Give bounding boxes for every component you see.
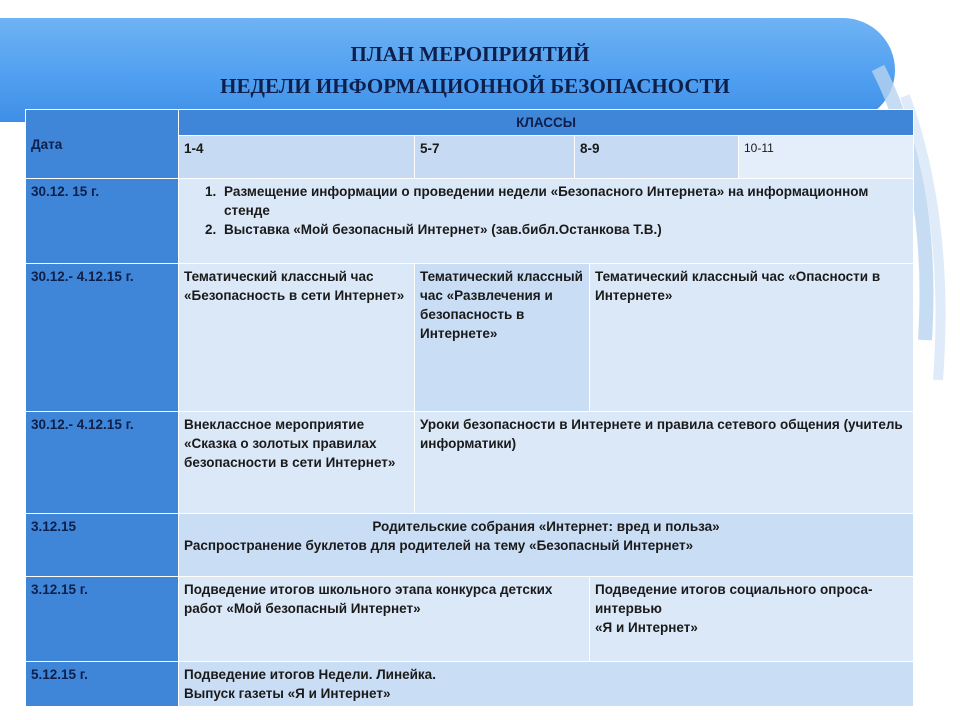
row-date: 30.12.- 4.12.15 г. — [26, 412, 179, 514]
title-line-1: ПЛАН МЕРОПРИЯТИЙ — [350, 42, 590, 66]
table-row — [26, 412, 914, 514]
class-col-8-9: 8-9 — [575, 136, 739, 179]
cell-5-7: Тематический классный час «Развлечения и безопасность в Интернете» — [415, 264, 590, 412]
survey-title: «Я и Интернет» — [595, 620, 698, 635]
event-list — [184, 182, 908, 239]
table-row — [26, 577, 914, 662]
cell-1-4: Тематический классный час «Безопасность в сети Интернет» — [179, 264, 415, 412]
class-col-1-4: 1-4 — [179, 136, 415, 179]
classes-header: КЛАССЫ — [179, 110, 914, 136]
list-item: 2. Выставка «Мой безопасный Интернет» (зав.библ.Останкова Т.В.) — [220, 220, 908, 239]
cell-contest-results: Подведение итогов школьного этапа конкурса детских работ «Мой безопасный Интернет» — [179, 577, 590, 662]
header-row — [26, 110, 914, 136]
newspaper-text: Выпуск газеты «Я и Интернет» — [184, 686, 391, 701]
table-row — [26, 264, 914, 412]
parent-meetings-text: Родительские собрания «Интернет: вред и польза» — [372, 519, 720, 534]
class-col-5-7: 5-7 — [415, 136, 575, 179]
table-row — [26, 662, 914, 707]
row-date: 3.12.15 г. — [26, 577, 179, 662]
row-date: 3.12.15 — [26, 514, 179, 577]
table-row — [26, 179, 914, 264]
summary-text: Подведение итогов Недели. Линейка. — [184, 667, 436, 682]
table-row — [26, 514, 914, 577]
title-line-2: НЕДЕЛИ ИНФОРМАЦИОННОЙ БЕЗОПАСНОСТИ — [220, 74, 730, 98]
cell-5-11: Уроки безопасности в Интернете и правила сетевого общения (учитель информатики) — [415, 412, 914, 514]
row-date: 30.12.- 4.12.15 г. — [26, 264, 179, 412]
booklets-text: Распространение буклетов для родителей на тему «Безопасный Интернет» — [184, 538, 694, 553]
events-table — [25, 109, 914, 707]
cell-1-4: Внеклассное мероприятие «Сказка о золотых правилах безопасности в сети Интернет» — [179, 412, 415, 514]
list-item: 1. Размещение информации о проведении недели «Безопасного Интернета» на информационном стенде — [220, 182, 908, 220]
events-table-wrapper — [25, 109, 913, 707]
row-date: 30.12. 15 г. — [26, 179, 179, 264]
class-col-10-11: 10-11 — [739, 136, 914, 179]
row-content — [179, 179, 914, 264]
cell-survey-results — [590, 577, 914, 662]
row-content — [179, 662, 914, 707]
row-date: 5.12.15 г. — [26, 662, 179, 707]
date-header: Дата — [26, 110, 179, 179]
page-title — [0, 38, 960, 102]
row-content — [179, 514, 914, 577]
survey-text: Подведение итогов социального опроса-интервью — [595, 582, 873, 616]
cell-8-11: Тематический классный час «Опасности в Интернете» — [590, 264, 914, 412]
